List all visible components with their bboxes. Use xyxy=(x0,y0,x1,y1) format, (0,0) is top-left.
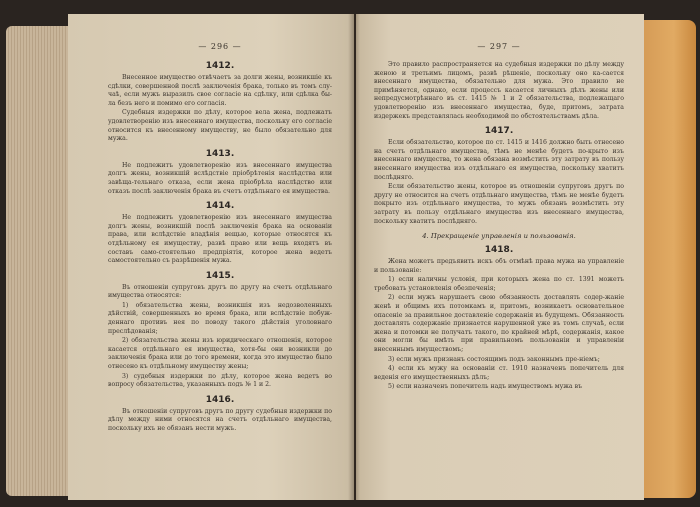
paragraph: Не подлежитъ удовлетворенію изъ внесеннаго имущества долгъ жены, возникшій вслѣдствіе пріобрѣтенія наслѣдства или завѣща-тельнаго отказа, если жена пріобрѣла наслѣдство или отказъ послѣ заключенія брака въ счетъ отдѣльнаго ея имущества. xyxy=(108,161,332,195)
paragraph: 2) обязательства жены изъ юридическаго отношенія, которое касается отдѣльнаго ея имущества, хотя-бы они возникли до заключенія брака или до того времени, когда это имущество было отнесено къ отдѣльному имуществу жены; xyxy=(108,337,332,371)
paragraph: 3) если мужъ признанъ состоящимъ подъ законнымъ пре-ніемъ; xyxy=(388,355,600,363)
right-page xyxy=(356,14,644,500)
article-number: 1412. xyxy=(205,61,235,71)
paragraph: 1) если наличны условія, при которыхъ жена по ст. 1391 можетъ требовать установленія обезпеченія; xyxy=(374,276,624,292)
paragraph: Въ отношеніи супруговъ другъ по другу на счетъ отдѣльнаго имущества относятся: xyxy=(108,283,332,300)
paragraph: Если обязательство, которое по ст. 1415 и 1416 должно быть отнесено на счетъ отдѣльнаго имущества, тѣмъ не менѣе будетъ по-крыто изъ внесеннаго имущества, то жена обязана возмѣстить эту затрату въ пользу внесеннаго имущества изъ отдѣльнаго ея имущества, поскольку хватитъ послѣдняго. xyxy=(374,139,624,181)
article-number: 1417. xyxy=(484,126,514,137)
left-page xyxy=(68,14,354,500)
article-number: 1416. xyxy=(205,394,235,405)
paragraph: Не подлежитъ удовлетворенію изъ внесеннаго имущества долгъ жены, возникшій послѣ заключенія брака на основаніи права, или вслѣдствіе владѣнія вещью, которые относятся къ отдѣльному ея имуществу, развѣ право или вещь входятъ въ составъ само-стоятельно предпріятія, которое жена ведетъ самостоятельно съ разрѣшенія мужа. xyxy=(108,214,332,265)
book-gutter xyxy=(348,14,360,500)
paragraph: Судебныя издержки по дѣлу, которое вела жена, подлежатъ удовлетворенію изъ внесеннаго имущества, поскольку его согласіе относится къ внесенному имуществу, не было обязательно для мужа. xyxy=(108,109,332,143)
paragraph: 5) если назначенъ попечитель надъ имуществомъ мужа въ xyxy=(388,383,582,391)
article-number: 1413. xyxy=(205,148,235,159)
paragraph: Жена можетъ предъявить искъ объ отмѣнѣ права мужа на управленіе и пользованіе: xyxy=(374,258,624,274)
section-heading: 4. Прекращеніе управленія и пользованія. xyxy=(422,232,576,241)
left-page-edges xyxy=(6,26,70,496)
paragraph: 1) обязательства жены, возникшія изъ недозволенныхъ дѣйствій, совершенныхъ во время брака, или вслѣдствіе побуж-деннаго противъ нея по поводу такого дѣйствія уголовнаго преслѣдованія; xyxy=(108,301,332,335)
left-page-text xyxy=(108,61,332,434)
article-number: 1415. xyxy=(205,270,235,281)
article-number: 1414. xyxy=(205,201,235,212)
page-number-right: — 297 — xyxy=(477,42,521,51)
paragraph: 4) если къ мужу на основаніи ст. 1910 назначенъ попечитель для веденія его имущественныхъ дѣлъ; xyxy=(374,365,624,381)
right-page-text xyxy=(374,61,624,392)
paragraph: Внесенное имущество отвѣчаетъ за долги жены, возникшіе къ сдѣлки, совершенной послѣ заключенія брака, только въ томъ слу-чаѣ, если мужъ выразилъ свое согласіе на сдѣлку, или сдѣлка бы-ла безъ него и помимо его согласія. xyxy=(108,74,332,107)
paragraph: Въ отношеніи супруговъ другъ по другу судебныя издержки по дѣлу между ними относятся на счетъ отдѣльнаго имущества, поскольку ихъ не обязанъ нести мужъ. xyxy=(108,407,332,432)
page-number-left: — 296 — xyxy=(198,42,242,51)
right-page-edges xyxy=(640,20,696,498)
paragraph: Это правило распространяется на судебныя издержки по дѣлу между женою и третьимъ лицомъ, развѣ рѣшеніе, поскольку оно ка-сается внесеннаго имущества, обязательно для мужа. Это правило не примѣняется, однако, если процессъ касается личныхъ дѣлъ жены или непредусмотрѣннаго въ ст. 1415 № 1 и 2 обязательства, подлежащаго удовлетворенію изъ внесеннаго имущества, буде, притомъ, затрата издержекъ представлялась необходимой по обстоятельствамъ дѣла. xyxy=(374,61,624,120)
paragraph: 3) судебныя издержки по дѣлу, которое жена ведетъ во вопросу обязательства, указанныхъ подъ № 1 и 2. xyxy=(108,372,332,389)
article-number: 1418. xyxy=(484,245,514,256)
paragraph: Если обязательство жены, которое въ отношеніи супруговъ другъ по другу не относится на счетъ отдѣльнаго имущества, тѣмъ не менѣе будетъ покрыто изъ отдѣльнаго имущества, то мужъ обязанъ возмѣстить эту затрату въ пользу отдѣльнаго имущества изъ внесеннаго имущества, поскольку хватитъ послѣдняго. xyxy=(374,183,624,225)
paragraph: 2) если мужъ нарушаетъ свою обязанность доставлять содер-жаніе женѣ и общимъ ихъ потомкамъ и, притомъ, возникаетъ основательное опасеніе за правильное доставленіе содержанія въ будущемъ. Обязанность доставлять содержаніе признается нарушенной уже въ томъ случаѣ, если жена и потомки не получатъ такого, по крайней мѣрѣ, содержанія, какое они могли бы имѣть при правильномъ пользованіи и управленіи внесеннымъ имуществомъ; xyxy=(374,294,624,354)
